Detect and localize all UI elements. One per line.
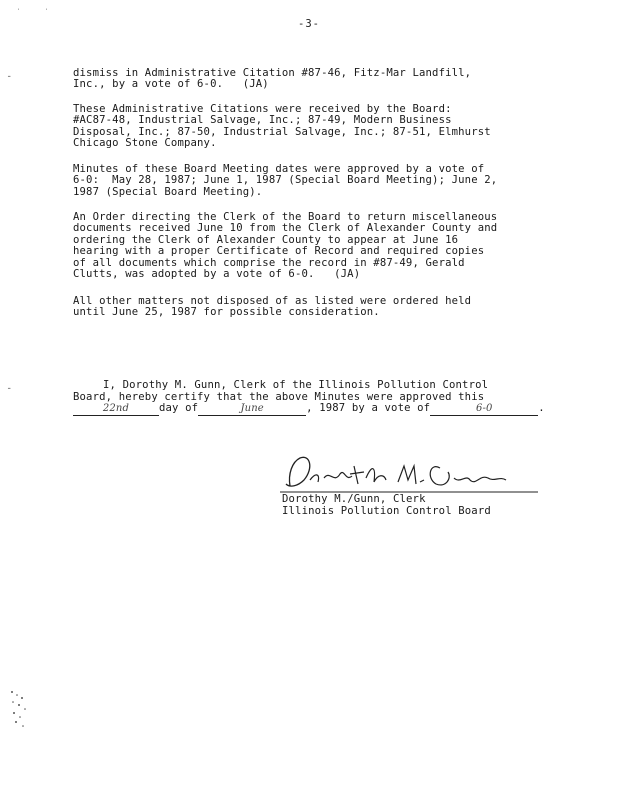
- text-line: Clutts, was adopted by a vote of 6-0. (JA): [73, 268, 361, 281]
- clerk-signature: [280, 444, 540, 500]
- period: .: [538, 402, 545, 415]
- month-blank: June: [198, 403, 306, 416]
- text-line: An Order directing the Clerk of the Board to return miscellaneous: [73, 211, 498, 223]
- text-line: dismiss in Administrative Citation #87-46, Fitz-Mar Landfill,: [73, 67, 472, 79]
- page-number: -3-: [298, 18, 320, 30]
- margin-tick-mark: ╴: [8, 72, 13, 81]
- text-line: #AC87-48, Industrial Salvage, Inc.; 87-49, Modern Business: [73, 114, 452, 127]
- paragraph-minutes-approved: [73, 164, 563, 198]
- paragraph-citations-received: [73, 104, 563, 150]
- text-line: 1987 (Special Board Meeting).: [73, 185, 263, 198]
- text-line: hearing with a proper Certificate of Record and required copies: [73, 245, 485, 258]
- text-line: Inc., by a vote of 6-0. (JA): [73, 78, 269, 91]
- paragraph-matters-held: [73, 296, 563, 319]
- certification-line: I, Dorothy M. Gunn, Clerk of the Illinois Pollution Control: [103, 379, 489, 391]
- text-line: Disposal, Inc.; 87-50, Industrial Salvage, Inc.; 87-51, Elmhurst: [73, 125, 491, 138]
- text-line: Chicago Stone Company.: [73, 137, 217, 150]
- day-blank: 22nd: [73, 403, 159, 416]
- signer-title: Illinois Pollution Control Board: [282, 504, 491, 517]
- year-vote-text: , 1987 by a vote of: [306, 402, 431, 415]
- text-line: These Administrative Citations were received by the Board:: [73, 103, 452, 115]
- text-line: All other matters not disposed of as listed were ordered held: [73, 295, 472, 307]
- text-line: until June 25, 1987 for possible consideration.: [73, 306, 380, 319]
- text-line: ordering the Clerk of Alexander County to appear at June 16: [73, 233, 459, 246]
- text-line: documents received June 10 from the Clerk of Alexander County and: [73, 222, 498, 235]
- scan-speck: ˙: [44, 8, 49, 17]
- margin-tick-mark: ╴: [8, 384, 13, 393]
- certification-block: [73, 380, 573, 416]
- certification-line: Board, hereby certify that the above Minutes were approved this: [73, 390, 485, 403]
- scan-noise-mark: [8, 688, 30, 732]
- paragraph-dismiss-citation: [73, 68, 563, 91]
- text-line: 6-0: May 28, 1987; June 1, 1987 (Special Board Meeting); June 2,: [73, 174, 498, 187]
- paragraph-order-clerk: [73, 212, 563, 280]
- vote-blank: 6-0: [430, 403, 538, 416]
- scan-speck: ˙: [16, 8, 21, 17]
- signer-block: [282, 494, 582, 517]
- certification-fill-line: [73, 403, 573, 416]
- day-of-text: day of: [159, 402, 199, 415]
- signer-name: Dorothy M./Gunn, Clerk: [282, 493, 426, 505]
- text-line: Minutes of these Board Meeting dates were approved by a vote of: [73, 163, 485, 175]
- text-line: of all documents which comprise the record in #87-49, Gerald: [73, 256, 465, 269]
